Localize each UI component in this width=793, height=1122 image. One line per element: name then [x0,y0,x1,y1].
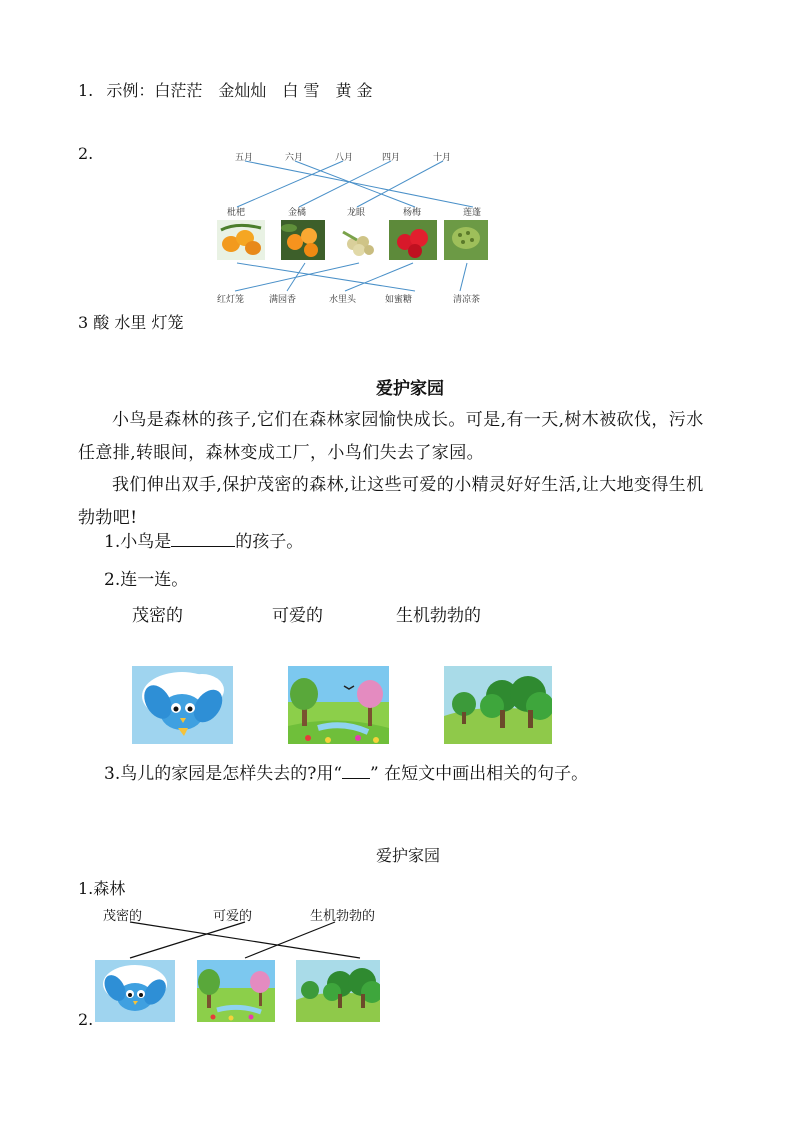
month-label: 四月 [382,153,401,163]
question-3 [104,759,588,784]
answer-1-number: 1. [78,81,94,100]
answer-blank[interactable] [171,532,235,547]
passage-paragraph-1: 小鸟是森林的孩子,它们在森林家园愉快成长。可是,有一天,树木被砍伐，污水任意排,转眼间，森林变成工厂，小鸟们失去了家园。 [78,410,704,463]
question-2: 2.连一连。 [104,570,189,590]
answer-key-word: 可爱的 [213,909,253,924]
passage-paragraph-2: 我们伸出双手,保护茂密的森林,让这些可爱的小精灵好好生活,让大地变得生机勃勃吧! [78,475,704,528]
answer-key-word: 生机勃勃的 [310,909,376,924]
description-label: 满园香 [269,295,297,305]
answer-key-word: 茂密的 [103,909,143,924]
fruit-label: 龙眼 [347,208,366,218]
matching-lines [215,145,490,305]
spring-scene-image [288,666,389,744]
word-option: 茂密的 [132,606,183,626]
underline-symbol [342,764,370,779]
answer-key-title: 爱护家园 [376,846,441,865]
passage-title: 爱护家园 [376,379,444,399]
answer-bird-image [95,960,175,1022]
answer-2-number: 2. [78,144,94,163]
answer-key-2-number: 2. [78,1010,94,1029]
word-option: 可爱的 [272,606,323,626]
question-3-prefix: 3.鸟儿的家园是怎样失去的?用“ [104,764,343,784]
word-option: 生机勃勃的 [396,606,481,626]
answer-1-text: 示例：白茫茫 金灿灿 白 雪 黄 金 [106,81,373,100]
question-1 [104,527,303,552]
answer-1 [78,78,373,101]
month-label: 八月 [335,153,354,163]
question-1-suffix: 的孩子。 [235,532,304,552]
description-label: 红灯笼 [217,295,245,305]
description-label: 水里头 [329,295,357,305]
description-label: 如蜜糖 [385,295,413,305]
answer-forest-image [296,960,380,1022]
month-label: 十月 [433,153,452,163]
fruit-label: 枇杷 [227,208,246,218]
fruit-matching-diagram [215,145,490,305]
fruit-label: 莲蓬 [463,208,482,218]
bird-image [132,666,233,744]
month-label: 六月 [285,153,304,163]
fruit-label: 杨梅 [403,208,422,218]
forest-image [444,666,552,744]
description-label: 清凉茶 [453,295,481,305]
answer-3: 3 酸 水里 灯笼 [78,313,184,332]
month-label: 五月 [235,153,254,163]
fruit-label: 金橘 [288,208,307,218]
answer-spring-image [197,960,275,1022]
answer-key-1: 1.森林 [78,879,126,898]
question-1-prefix: 1.小鸟是 [104,532,172,552]
question-3-suffix: ” 在短文中画出相关的句子。 [370,764,589,784]
